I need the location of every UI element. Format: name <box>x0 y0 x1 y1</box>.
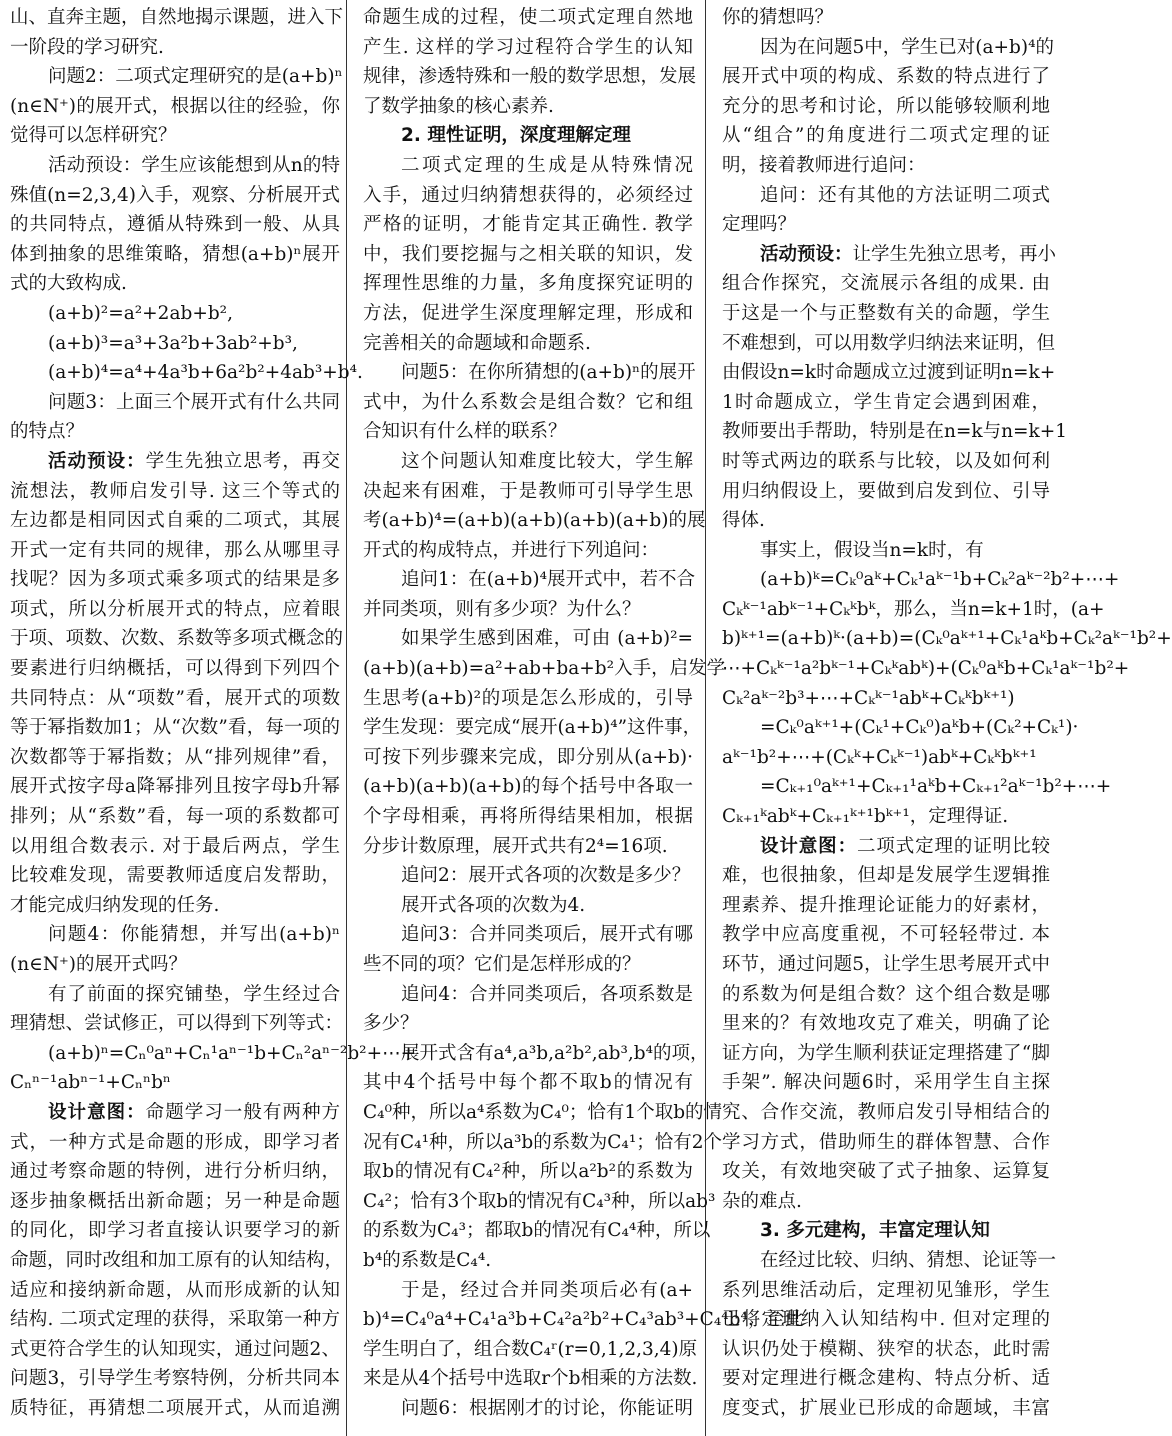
text-line <box>722 92 1050 122</box>
text-line <box>10 447 340 477</box>
line-text: 杂的难点. <box>722 1190 802 1212</box>
line-text: 共同特点：从“项数”看，展开式的项数 <box>10 687 340 709</box>
text-line <box>363 832 693 862</box>
line-text: 学生先独立思考，再交 <box>145 450 340 472</box>
line-text: 的系数为C₄³；都取b的情况有C₄⁴种，所以 <box>363 1220 711 1242</box>
text-line <box>10 329 340 359</box>
line-text: 学生发现：要完成“展开(a+b)⁴”这件事， <box>363 717 702 739</box>
line-text: (a+b)(a+b)=a²+ab+ba+b²入手，启发学 <box>363 658 726 680</box>
text-line <box>722 654 1130 684</box>
text-line <box>363 891 693 921</box>
line-text: 展开式各项的次数为4. <box>401 894 586 916</box>
line-text: 开式的构成特点，并进行下列追问： <box>363 539 660 561</box>
line-text: 展开式按字母a降幂排列且按字母b升幂 <box>10 776 340 798</box>
text-line <box>722 713 1079 743</box>
text-line <box>722 1364 1050 1394</box>
line-text: =Cₖ₊₁⁰aᵏ⁺¹+Cₖ₊₁¹aᵏb+Cₖ₊₁²aᵏ⁻¹b²+⋯+ <box>760 776 1112 798</box>
text-line <box>363 1394 693 1424</box>
line-text: 项式，所以分析展开式的特点，应着眼 <box>10 598 340 620</box>
line-text: aᵏ⁻¹b²+⋯+(Cₖᵏ+Cₖᵏ⁻¹)abᵏ+Cₖᵏbᵏ⁺¹ <box>722 746 1037 768</box>
text-line <box>363 1276 693 1306</box>
line-text: 如果学生感到困难，可由 (a+b)²= <box>401 628 693 650</box>
line-text: 这个问题认知难度比较大，学生解 <box>401 450 693 472</box>
line-text: 况有C₄¹种，所以a³b的系数为C₄¹；恰有2个 <box>363 1131 723 1153</box>
line-text: 攻关，有效地突破了式子抽象、运算复 <box>722 1161 1050 1183</box>
line-text: 以用组合数表示. 对于最后两点，学生 <box>10 835 340 857</box>
text-line <box>363 447 693 477</box>
line-text: 的特点？ <box>10 421 85 443</box>
line-text: 方法，促进学生深度理解定理，形成和 <box>363 302 693 324</box>
line-text: 左边都是相同因式自乘的二项式，其展 <box>10 510 340 532</box>
line-text: 要对定理进行概念建构、特点分析、适 <box>722 1368 1050 1390</box>
line-text: 于是，经过合并同类项后必有(a+ <box>401 1279 693 1301</box>
text-line <box>722 950 1050 980</box>
line-text: 的共同特点，遵循从特殊到一般、从具 <box>10 214 340 236</box>
line-text: 已将定理纳入认知结构中. 但对定理的 <box>722 1309 1050 1331</box>
line-text: 殊值(n=2,3,4)入手，观察、分析展开式 <box>10 184 340 206</box>
line-text: 比较难发现，需要教师适度启发帮助， <box>10 865 340 887</box>
line-text: 通过考察命题的特例，进行分析归纳， <box>10 1161 340 1183</box>
text-line <box>363 536 693 566</box>
text-line <box>10 565 340 595</box>
text-line <box>363 1098 723 1128</box>
text-line <box>722 3 1050 33</box>
line-text: 由假设n=k时命题成立过渡到证明n=k+ <box>722 362 1056 384</box>
text-line <box>722 980 1050 1010</box>
text-line <box>722 891 1050 921</box>
text-line <box>10 3 344 33</box>
line-text: 严格的证明，才能肯定其正确性. 教学 <box>363 214 693 236</box>
text-line <box>10 1216 340 1246</box>
text-line <box>363 565 693 595</box>
text-line <box>722 743 1050 773</box>
line-text: 于项、项数、次数、系数等多项式概念的 <box>10 628 344 650</box>
text-line <box>10 1068 340 1098</box>
line-text: =Cₖ⁰aᵏ⁺¹+(Cₖ¹+Cₖ⁰)aᵏb+(Cₖ²+Cₖ¹)· <box>760 717 1079 739</box>
text-line <box>10 210 340 240</box>
text-line <box>10 832 340 862</box>
text-line <box>10 1335 340 1365</box>
text-line <box>363 62 697 92</box>
line-text: 得体. <box>722 510 765 532</box>
text-line <box>10 477 340 507</box>
line-text: 学习方式，借助师生的群体智慧、合作 <box>722 1131 1050 1153</box>
text-line <box>10 713 340 743</box>
line-text: 教师要出手帮助，特别是在n=k与n=k+1 <box>722 421 1068 443</box>
line-text: 因为在问题5中，学生已对(a+b)⁴的 <box>760 36 1054 58</box>
line-text: C₄⁰种，所以a⁴系数为C₄⁰；恰有1个取b的情 <box>363 1101 723 1123</box>
line-text: 产生. 这样的学习过程符合学生的认知 <box>363 36 693 58</box>
line-text: 在经过比较、归纳、猜想、论证等一 <box>760 1249 1057 1271</box>
text-line <box>722 1305 1050 1335</box>
line-text: 3. 多元建构，丰富定理认知 <box>760 1220 990 1242</box>
text-line <box>363 417 693 447</box>
line-text: b⁴的系数是C₄⁴. <box>363 1249 492 1271</box>
line-text: 找呢？因为多项式乘多项式的结果是多 <box>10 569 340 591</box>
text-line <box>10 417 340 447</box>
text-line <box>363 1335 698 1365</box>
line-text: 问题2：二项式定理研究的是(a+b)ⁿ <box>48 66 343 88</box>
text-line <box>10 1187 340 1217</box>
text-line <box>10 299 340 329</box>
text-line <box>722 151 1050 181</box>
line-text: 证方向，为学生顺利获证定理搭建了“脚 <box>722 1042 1050 1064</box>
text-line <box>10 1394 340 1424</box>
text-line <box>363 950 693 980</box>
line-text: 问题4：你能猜想，并写出(a+b)ⁿ <box>48 924 340 946</box>
line-text: b)ᵏ⁺¹=(a+b)ᵏ·(a+b)=(Cₖ⁰aᵏ⁺¹+Cₖ¹aᵏb+Cₖ²aᵏ⁻¹b²+ <box>722 628 1172 650</box>
line-text: (a+b)ⁿ=Cₙ⁰aⁿ+Cₙ¹aⁿ⁻¹b+Cₙ²aⁿ⁻²b²+⋯+ <box>48 1042 417 1064</box>
text-line <box>722 210 1050 240</box>
text-line <box>363 624 693 654</box>
text-line <box>10 1246 344 1276</box>
line-text: 追问1：在(a+b)⁴展开式中，若不合 <box>401 569 695 591</box>
text-line <box>722 1246 1057 1276</box>
line-text: 可按下列步骤来完成，即分别从(a+b)· <box>363 746 693 768</box>
line-text: 合知识有什么样的联系？ <box>363 421 567 443</box>
line-text: 充分的思考和讨论，所以能够较顺利地 <box>722 95 1050 117</box>
text-line <box>363 329 693 359</box>
line-text: 系列思维活动后，定理初见雏形，学生 <box>722 1279 1050 1301</box>
text-line <box>722 33 1054 63</box>
line-text: 命题，同时改组和加工原有的认知结构， <box>10 1249 344 1271</box>
text-line <box>363 1364 698 1394</box>
text-line <box>363 1216 711 1246</box>
line-text: 活动预设：学生应该能想到从n的特 <box>48 154 340 176</box>
text-line <box>363 3 693 33</box>
text-line <box>363 713 702 743</box>
text-line <box>10 772 340 802</box>
line-text: 式，一种方式是命题的形成，即学习者 <box>10 1131 340 1153</box>
text-line <box>363 181 693 211</box>
line-text: (a+b)³=a³+3a²b+3ab²+b³, <box>48 332 298 354</box>
text-line <box>363 802 693 832</box>
text-line <box>722 1187 1050 1217</box>
text-line <box>722 477 1050 507</box>
line-text: 才能完成归纳发现的任务. <box>10 894 220 916</box>
text-line <box>722 920 1050 950</box>
line-text: 追问4：合并同类项后，各项系数是 <box>401 983 693 1005</box>
text-line <box>722 1098 1050 1128</box>
line-text: (a+b)²=a²+2ab+b², <box>48 302 233 324</box>
line-text: 山、直奔主题，自然地揭示课题，进入下 <box>10 7 344 28</box>
text-line <box>10 1098 340 1128</box>
text-line <box>363 269 693 299</box>
text-line <box>722 1128 1050 1158</box>
line-text: 觉得可以怎样研究？ <box>10 125 177 147</box>
text-line <box>722 329 1056 359</box>
text-line <box>363 1039 709 1069</box>
text-line <box>722 536 1050 566</box>
text-line <box>363 151 693 181</box>
text-line <box>722 1394 1050 1424</box>
line-text: 质特征，再猜想二项展开式，从而追溯 <box>10 1397 340 1419</box>
line-text: (n∈N⁺)的展开式吗？ <box>10 954 187 975</box>
line-text: 些不同的项？它们是怎样形成的？ <box>363 954 641 975</box>
text-line <box>10 92 340 122</box>
line-text: 取b的情况有C₄²种，所以a²b²的系数为 <box>363 1161 693 1183</box>
line-text: 让学生先独立思考，再小 <box>852 243 1057 265</box>
line-text: 明，接着教师进行追问： <box>722 154 926 176</box>
text-line <box>10 595 340 625</box>
text-line <box>722 121 1050 151</box>
line-text: 教学中应高度重视，不可轻轻带过. 本 <box>722 924 1050 946</box>
line-text: C₄²；恰有3个取b的情况有C₄³种，所以ab³ <box>363 1190 716 1212</box>
text-line <box>722 506 1050 536</box>
text-line <box>10 1157 340 1187</box>
line-text: 规律，渗透特殊和一般的数学思想，发展 <box>363 66 697 88</box>
line-text: 一阶段的学习研究. <box>10 36 164 58</box>
line-text: 定理吗？ <box>722 214 797 236</box>
text-line <box>722 388 1050 418</box>
line-text: b)⁴=C₄⁰a⁴+C₄¹a³b+C₄²a²b²+C₄³ab³+C₄⁴b⁴，至此 <box>363 1309 804 1331</box>
text-line <box>722 358 1056 388</box>
line-text: 等于幂指数加1；从“次数”看，每一项的 <box>10 717 340 739</box>
text-line <box>722 62 1050 92</box>
bold-label: 活动预设： <box>760 243 853 265</box>
line-text: 流想法，教师启发引导. 这三个等式的 <box>10 480 340 502</box>
line-text: 来是从4个括号中选取r个b相乘的方法数. <box>363 1368 698 1390</box>
text-line <box>722 684 1050 714</box>
text-line <box>363 1187 716 1217</box>
line-text: 决起来有困难，于是教师可引导学生思 <box>363 480 693 502</box>
line-text: 其中4个括号中每个都不取b的情况有 <box>363 1072 693 1094</box>
line-text: 问题3：上面三个展开式有什么共同 <box>48 391 340 413</box>
line-text: ⋯+Cₖᵏ⁻¹a²bᵏ⁻¹+Cₖᵏabᵏ)+(Cₖ⁰aᵏb+Cₖ¹aᵏ⁻¹b²+ <box>722 658 1130 680</box>
text-line <box>722 861 1050 891</box>
text-line <box>10 269 340 299</box>
line-text: 入手，通过归纳猜想获得的，必须经过 <box>363 184 693 206</box>
text-line <box>363 358 696 388</box>
line-text: 并同类项，则有多少项？为什么？ <box>363 598 641 620</box>
line-text: 追问2：展开式各项的次数是多少？ <box>401 865 691 887</box>
text-line <box>722 269 1050 299</box>
line-text: 认识仍处于模糊、狭窄的状态，此时需 <box>722 1338 1050 1360</box>
line-text: 你的猜想吗？ <box>722 7 834 28</box>
line-text: 问题5：在你所猜想的(a+b)ⁿ的展开 <box>401 362 696 384</box>
text-line <box>363 210 693 240</box>
text-line <box>363 1246 693 1276</box>
line-text: 1时命题成立，学生肯定会遇到困难， <box>722 391 1050 413</box>
line-text: 从“组合”的角度进行二项式定理的证 <box>722 125 1050 147</box>
line-text: 追问3：合并同类项后，展开式有哪 <box>401 924 693 946</box>
text-line <box>10 654 340 684</box>
text-line <box>722 832 1050 862</box>
line-text: 式更符合学生的认知现实，通过问题2、 <box>10 1338 340 1360</box>
text-line <box>722 181 1050 211</box>
line-text: 次数都等于幂指数；从“排列规律”看， <box>10 746 340 768</box>
text-line <box>10 802 340 832</box>
line-text: Cₙⁿ⁻¹abⁿ⁻¹+Cₙⁿbⁿ <box>10 1072 171 1094</box>
line-text: 时等式两边的联系与比较，以及如何利 <box>722 450 1050 472</box>
line-text: (n∈N⁺)的展开式，根据以往的经验，你 <box>10 95 340 117</box>
text-line <box>10 1128 340 1158</box>
text-line <box>363 1128 723 1158</box>
text-line <box>722 1039 1050 1069</box>
text-line <box>722 1009 1050 1039</box>
text-line <box>363 654 726 684</box>
line-text: 命题生成的过程，使二项式定理自然地 <box>363 7 693 28</box>
line-text: 式中，为什么系数会是组合数？它和组 <box>363 391 693 413</box>
line-text: Cₖ²aᵏ⁻²b³+⋯+Cₖᵏ⁻¹abᵏ+Cₖᵏbᵏ⁺¹) <box>722 687 1015 709</box>
text-line <box>722 417 1068 447</box>
text-line <box>10 950 340 980</box>
line-text: 度变式，扩展业已形成的命题域，丰富 <box>722 1397 1050 1419</box>
line-text: 体到抽象的思维策略，猜想(a+b)ⁿ展开 <box>10 243 340 265</box>
text-line <box>10 980 340 1010</box>
text-line <box>363 595 693 625</box>
line-text: Cₖ₊₁ᵏabᵏ+Cₖ₊₁ᵏ⁺¹bᵏ⁺¹，定理得证. <box>722 806 1009 828</box>
line-text: 二项式定理的证明比较 <box>856 835 1050 857</box>
text-line <box>10 684 340 714</box>
line-text: 展开式含有a⁴,a³b,a²b²,ab³,b⁴的项， <box>401 1042 709 1064</box>
column-divider <box>346 0 347 1436</box>
line-text: Cₖᵏ⁻¹abᵏ⁻¹+Cₖᵏbᵏ，那么，当n=k+1时，(a+ <box>722 598 1105 620</box>
line-text: 开式一定有共同的规律，那么从哪里寻 <box>10 539 340 561</box>
line-text: 排列；从“系数”看，每一项的系数都可 <box>10 806 340 828</box>
line-text: 于这是一个与正整数有关的命题，学生 <box>722 302 1050 324</box>
section-heading <box>722 1216 1050 1246</box>
line-text: 的同化，即学习者直接认识要学习的新 <box>10 1220 340 1242</box>
text-line <box>363 506 706 536</box>
line-text: 追问：还有其他的方法证明二项式 <box>760 184 1050 206</box>
line-text: (a+b)ᵏ=Cₖ⁰aᵏ+Cₖ¹aᵏ⁻¹b+Cₖ²aᵏ⁻²b²+⋯+ <box>760 569 1120 591</box>
text-line <box>363 33 693 63</box>
line-text: 里来的？有效地攻克了难关，明确了论 <box>722 1013 1050 1035</box>
line-text: 难，也很抽象，但却是发展学生逻辑推 <box>722 865 1050 887</box>
text-line <box>722 565 1120 595</box>
line-text: 中，我们要挖掘与之相关联的知识，发 <box>363 243 693 265</box>
line-text: 个字母相乘，再将所得结果相加，根据 <box>363 806 693 828</box>
text-line <box>363 477 693 507</box>
text-line <box>722 772 1112 802</box>
line-text: 用归纳假设上，要做到启发到位、引导 <box>722 480 1050 502</box>
line-text: 组合作探究，交流展示各组的成果. 由 <box>722 273 1050 295</box>
text-line <box>363 772 693 802</box>
line-text: 有了前面的探究铺垫，学生经过合 <box>48 983 340 1005</box>
text-line <box>363 388 693 418</box>
line-text: 问题3，引导学生考察特例，分析共同本 <box>10 1368 340 1390</box>
text-line <box>722 240 1057 270</box>
text-line <box>722 624 1172 654</box>
text-line <box>722 802 1050 832</box>
text-line <box>10 358 363 388</box>
line-text: 要素进行归纳概括，可以得到下列四个 <box>10 658 340 680</box>
line-text: 理猜想、尝试修正，可以得到下列等式： <box>10 1013 344 1035</box>
text-line <box>363 1068 693 1098</box>
text-line <box>10 181 340 211</box>
line-text: 理素养、提升推理论证能力的好素材， <box>722 894 1050 916</box>
line-text: (a+b)(a+b)(a+b)的每个括号中各取一 <box>363 776 693 798</box>
text-line <box>722 447 1050 477</box>
text-line <box>10 743 340 773</box>
text-line <box>363 920 693 950</box>
line-text: 学生明白了，组合数C₄ʳ(r=0,1,2,3,4)原 <box>363 1338 698 1360</box>
line-text: 不难想到，可以用数学归纳法来证明，但 <box>722 332 1056 354</box>
text-line <box>10 151 340 181</box>
text-line <box>363 299 693 329</box>
text-line <box>363 92 693 122</box>
line-text: 事实上，假设当n=k时，有 <box>760 539 984 561</box>
text-line <box>722 1276 1050 1306</box>
text-line <box>10 624 344 654</box>
text-line <box>722 1157 1050 1187</box>
line-text: 2. 理性证明，深度理解定理 <box>401 125 631 147</box>
text-line <box>363 1157 693 1187</box>
line-text: (a+b)⁴=a⁴+4a³b+6a²b²+4ab³+b⁴. <box>48 362 363 384</box>
text-line <box>10 62 343 92</box>
line-text: 分步计数原理，展开式共有2⁴=16项. <box>363 835 668 857</box>
text-line <box>10 920 340 950</box>
text-line <box>10 1276 340 1306</box>
line-text: 环节，通过问题5，让学生思考展开式中 <box>722 954 1050 975</box>
bold-label: 设计意图： <box>760 835 857 857</box>
line-text: 问题6：根据刚才的讨论，你能证明 <box>401 1397 693 1419</box>
text-line <box>10 1039 417 1069</box>
text-line <box>363 684 693 714</box>
text-line <box>363 1009 693 1039</box>
text-line <box>10 1009 344 1039</box>
bold-label: 设计意图： <box>48 1101 146 1123</box>
line-text: 生思考(a+b)²的项是怎么形成的，引导 <box>363 687 693 709</box>
line-text: 结构. 二项式定理的获得，采取第一种方 <box>10 1309 340 1331</box>
text-line <box>10 1364 340 1394</box>
line-text: 手架”. 解决问题6时，采用学生自主探 <box>722 1072 1050 1094</box>
line-text: 完善相关的命题域和命题系. <box>363 332 591 354</box>
text-line <box>363 861 693 891</box>
line-text: 适应和接纳新命题，从而形成新的认知 <box>10 1279 340 1301</box>
line-text: 究、合作交流，教师启发引导相结合的 <box>722 1101 1050 1123</box>
text-line <box>10 33 340 63</box>
line-text: 二项式定理的生成是从特殊情况 <box>401 154 693 176</box>
text-line <box>722 595 1105 625</box>
line-text: 挥理性思维的力量，多角度探究证明的 <box>363 273 693 295</box>
text-line <box>10 861 340 891</box>
line-text: 式的大致构成. <box>10 273 127 295</box>
line-text: 多少？ <box>363 1013 419 1035</box>
text-line <box>363 980 693 1010</box>
bold-label: 活动预设： <box>48 450 146 472</box>
text-line <box>10 536 340 566</box>
section-heading <box>363 121 693 151</box>
text-line <box>10 388 340 418</box>
text-line <box>363 240 693 270</box>
text-line <box>10 891 340 921</box>
line-text: 的系数为何是组合数？这个组合数是哪 <box>722 983 1050 1005</box>
text-line <box>10 1305 340 1335</box>
line-text: 了数学抽象的核心素养. <box>363 95 554 117</box>
text-line <box>10 240 340 270</box>
text-line <box>722 1068 1050 1098</box>
line-text: 逐步抽象概括出新命题；另一种是命题 <box>10 1190 340 1212</box>
text-line <box>722 1335 1050 1365</box>
text-line <box>10 506 340 536</box>
text-line <box>363 743 693 773</box>
line-text: 考(a+b)⁴=(a+b)(a+b)(a+b)(a+b)的展 <box>363 510 706 532</box>
text-line <box>10 121 340 151</box>
line-text: 命题学习一般有两种方 <box>145 1101 340 1123</box>
text-line <box>722 299 1050 329</box>
text-column-right <box>722 3 1172 1424</box>
text-line <box>363 1305 804 1335</box>
line-text: 展开式中项的构成、系数的特点进行了 <box>722 66 1050 88</box>
